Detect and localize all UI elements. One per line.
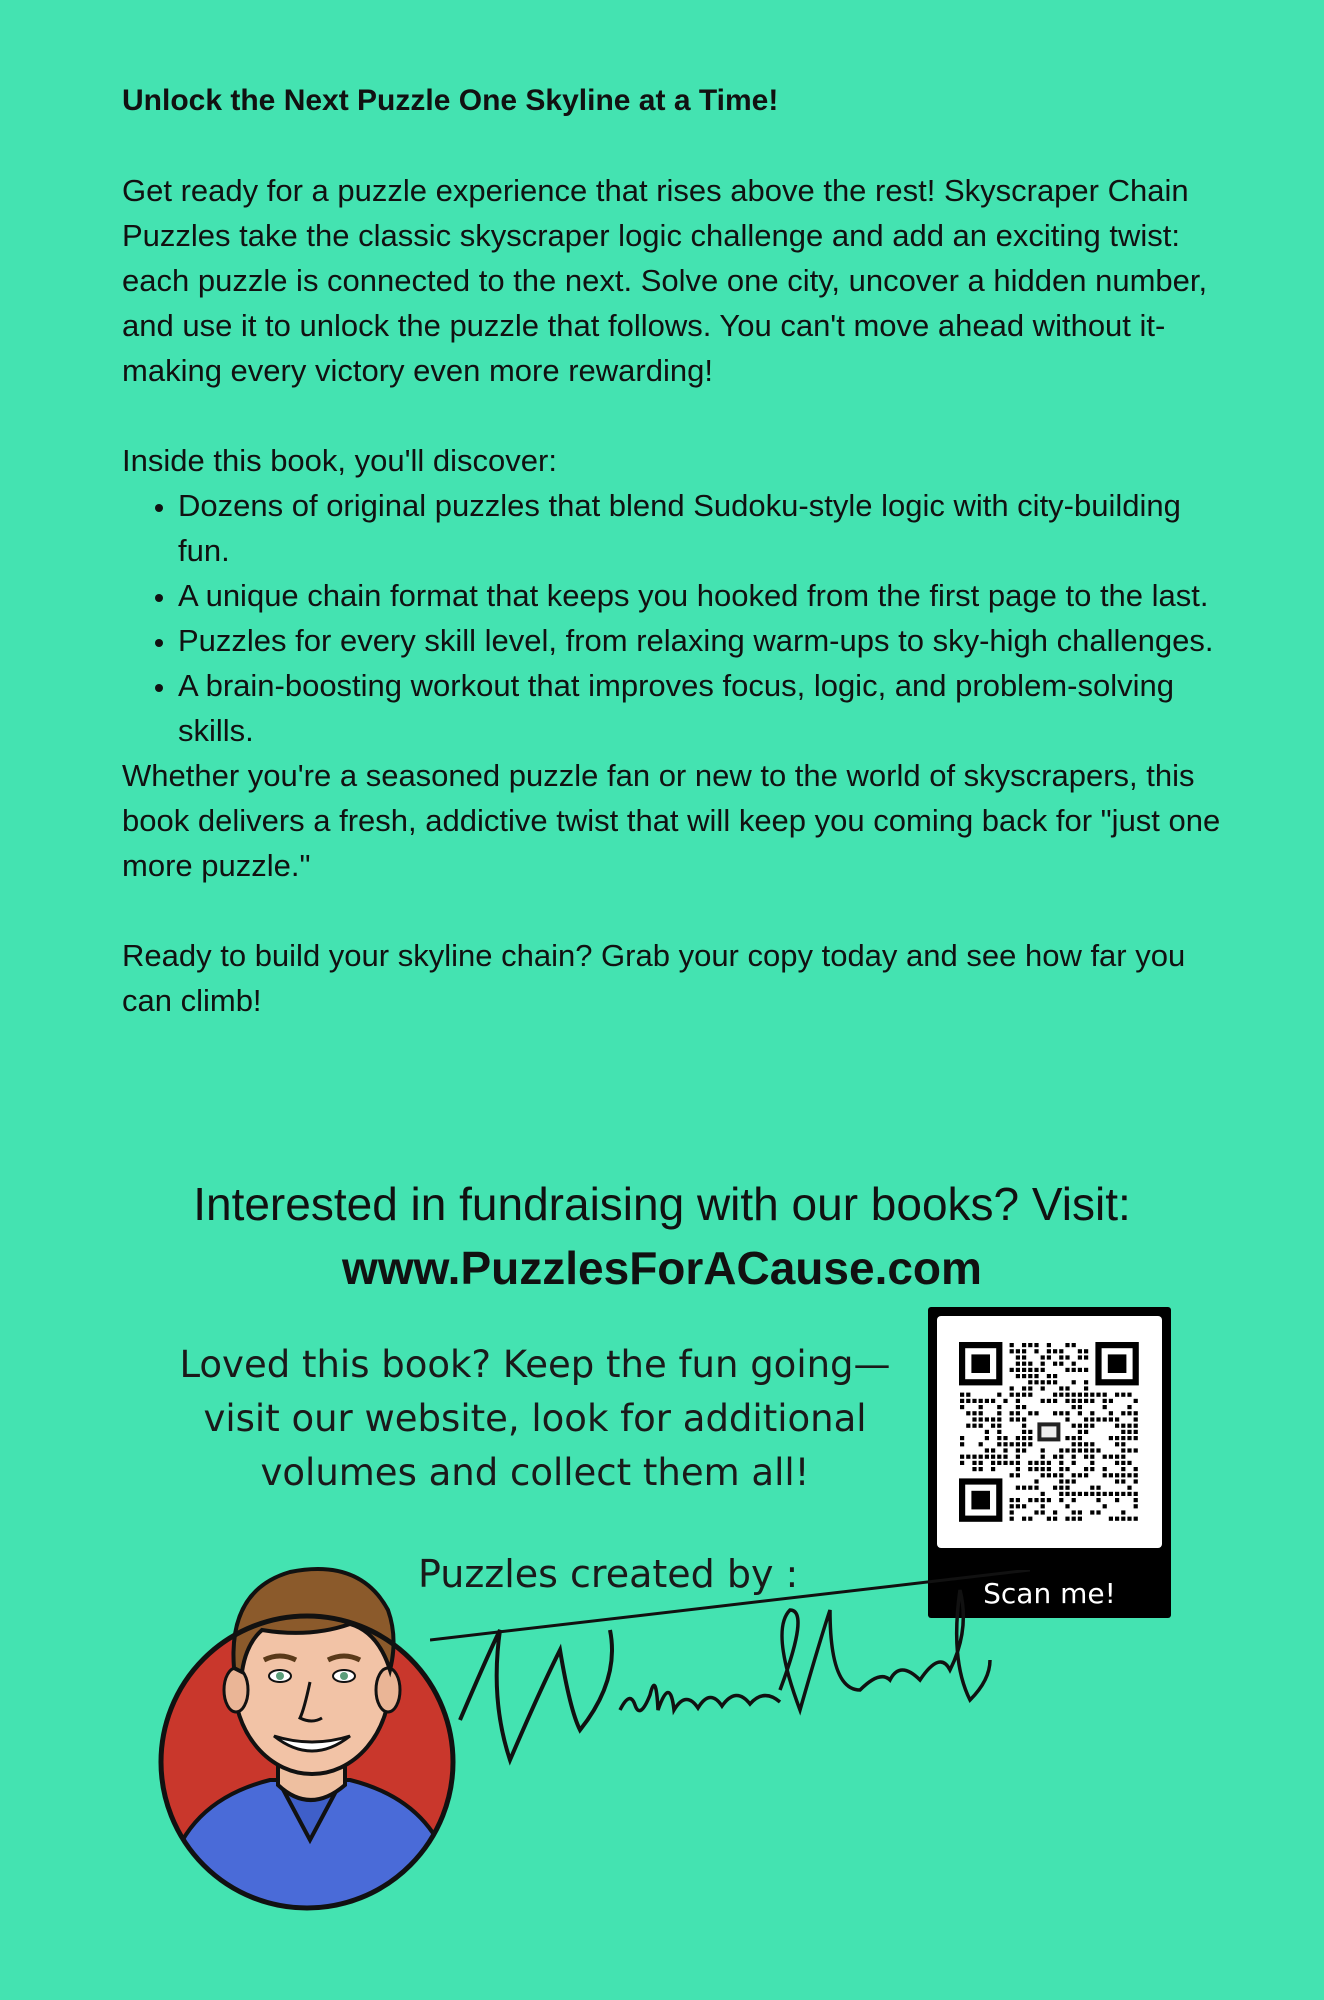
fundraising-callout	[0, 1172, 1324, 1300]
list-item: • A brain-boosting workout that improves focus, logic, and problem-solving skills.	[178, 663, 1222, 753]
fundraising-line: Interested in fundraising with our books? Visit:	[193, 1178, 1131, 1230]
created-by-label: Puzzles created by :	[418, 1552, 799, 1596]
list-item: • Dozens of original puzzles that blend Sudoku-style logic with city-building fun.	[178, 483, 1222, 573]
qr-code-area	[937, 1316, 1162, 1548]
headline: Unlock the Next Puzzle One Skyline at a Time!	[122, 84, 779, 117]
scan-label: Scan me!	[983, 1577, 1116, 1610]
list-item: • Puzzles for every skill level, from relaxing warm-ups to sky-high challenges.	[178, 618, 1222, 663]
loved-message: Loved this book? Keep the fun going—visit our website, look for additional volumes and collect them all!	[179, 1343, 891, 1494]
discover-lead: Inside this book, you'll discover:	[122, 443, 557, 478]
website-link[interactable]: www.PuzzlesForACause.com	[342, 1242, 982, 1294]
whether-paragraph: Whether you're a seasoned puzzle fan or new to the world of skyscrapers, this book delivers a fresh, addictive twist that will keep you coming back for "just one more puzzle."	[122, 758, 1221, 883]
list-item: • A unique chain format that keeps you hooked from the first page to the last.	[178, 573, 1222, 618]
description-block	[122, 78, 1222, 1023]
intro-paragraph: Get ready for a puzzle experience that rises above the rest! Skyscraper Chain Puzzles take the classic skyscraper logic challenge and add an exciting twist: each puzzle is connected to the next. Solve one city, uncover a hidden number, and use it to unlock the puzzle that follows. You can't move ahead without it-making every victory even more rewarding!	[122, 173, 1208, 388]
feature-list	[122, 483, 1222, 753]
qr-code-icon	[937, 1316, 1162, 1548]
author-avatar	[150, 1540, 470, 1920]
author-signature	[430, 1570, 1030, 1780]
ready-paragraph: Ready to build your skyline chain? Grab your copy today and see how far you can climb!	[122, 938, 1186, 1018]
